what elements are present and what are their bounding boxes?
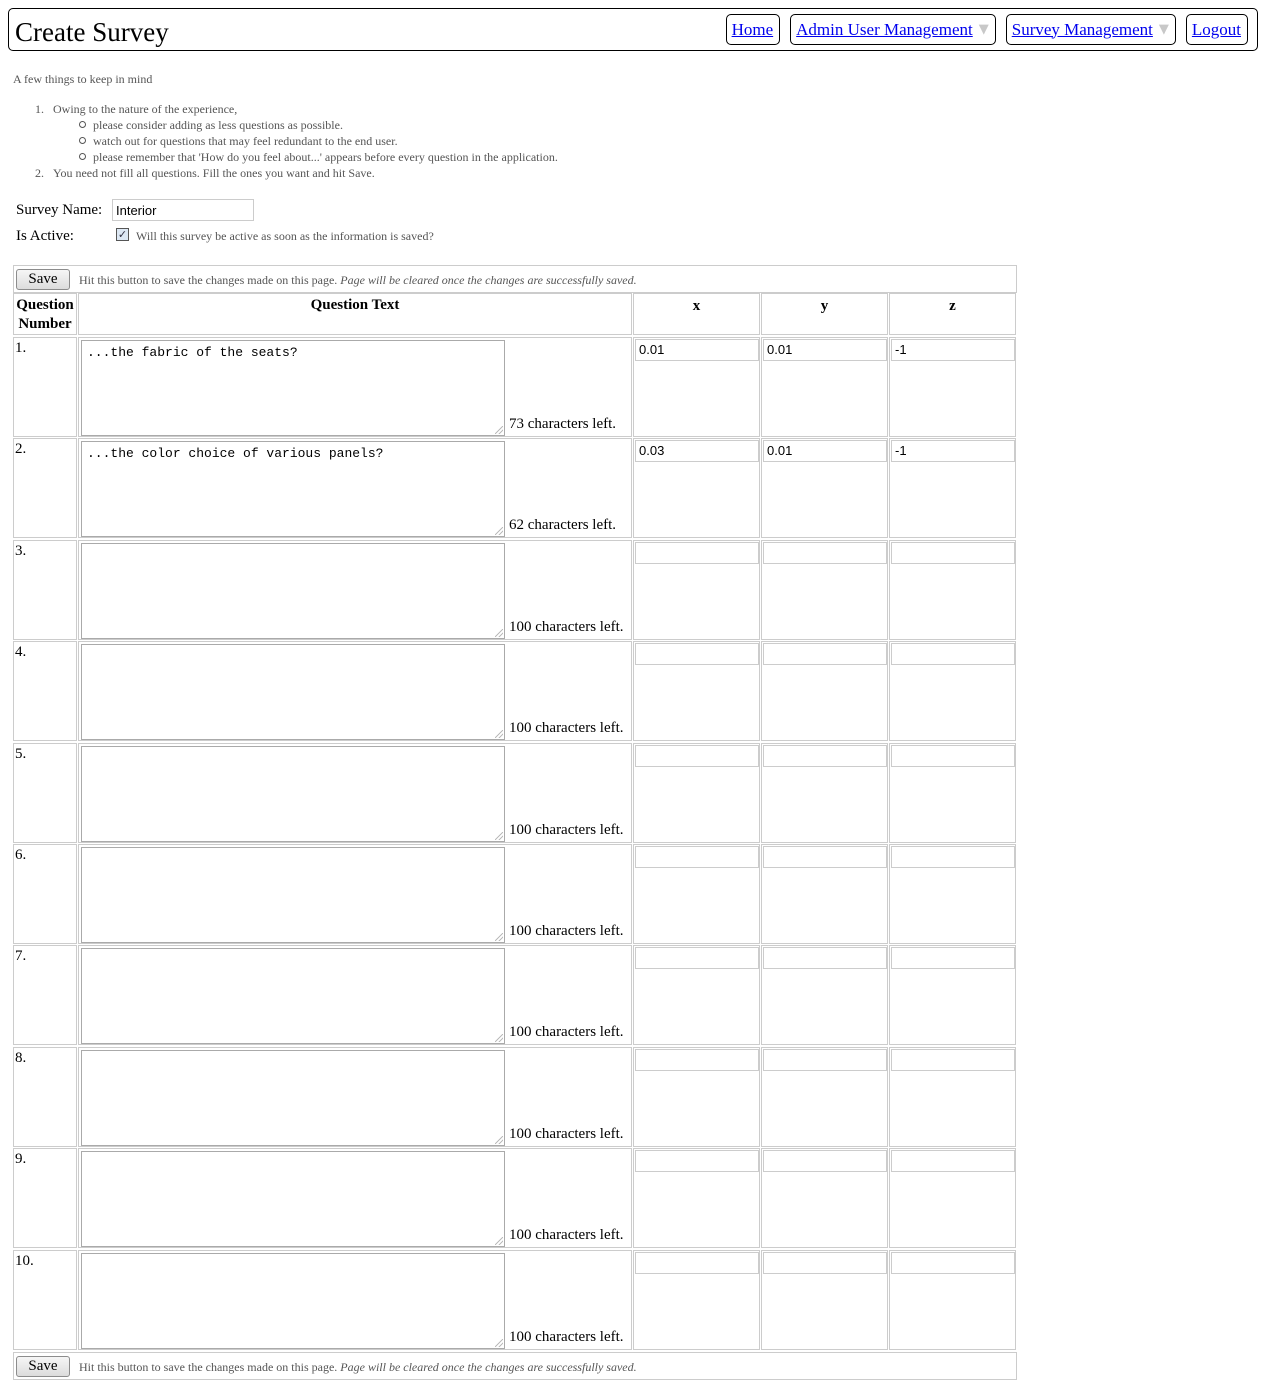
coord-y-input[interactable]: [763, 643, 887, 665]
coord-x-input[interactable]: [635, 1150, 759, 1172]
coord-x-cell: [633, 743, 760, 843]
coord-x-input[interactable]: 0.03: [635, 440, 759, 462]
question-number: 10.: [13, 1250, 77, 1350]
table-row: [13, 945, 1017, 1045]
resize-grip-icon[interactable]: [495, 730, 503, 738]
intro-subitem-text: watch out for questions that may feel redundant to the end user.: [93, 134, 398, 148]
coord-z-cell: [889, 1250, 1016, 1350]
bullet-icon: [79, 153, 86, 160]
table-row: [13, 1148, 1017, 1248]
coord-x-cell: [633, 1250, 760, 1350]
coord-z-cell: [889, 540, 1016, 640]
coord-z-cell: [889, 1047, 1016, 1147]
coord-y-cell: [761, 438, 888, 538]
save-help-text: [79, 273, 637, 288]
characters-left: 100 characters left.: [509, 720, 624, 736]
header-bar: [8, 8, 1258, 51]
table-row: [13, 1047, 1017, 1147]
intro-subitem: [13, 149, 813, 165]
checkmark-icon: ✓: [117, 228, 128, 241]
question-text-cell: [78, 641, 632, 741]
coord-y-cell: [761, 1148, 888, 1248]
main-nav: [716, 14, 1248, 45]
question-textarea[interactable]: ...the fabric of the seats?: [81, 340, 505, 436]
characters-left: 100 characters left.: [509, 1329, 624, 1345]
coord-z-input[interactable]: [891, 745, 1015, 767]
characters-left: 62 characters left.: [509, 517, 617, 533]
coord-y-input[interactable]: [763, 542, 887, 564]
save-help-main: Hit this button to save the changes made on this page.: [79, 273, 338, 287]
coord-x-cell: [633, 641, 760, 741]
intro-heading: A few things to keep in mind: [13, 72, 153, 86]
coord-z-cell: [889, 844, 1016, 944]
coord-y-cell: [761, 743, 888, 843]
coord-x-cell: [633, 1148, 760, 1248]
coord-x-input[interactable]: [635, 643, 759, 665]
coord-y-cell: [761, 540, 888, 640]
resize-grip-icon[interactable]: [495, 1237, 503, 1245]
save-button[interactable]: Save: [16, 269, 70, 290]
resize-grip-icon[interactable]: [495, 832, 503, 840]
intro-item-number: 2.: [35, 166, 44, 180]
intro-subitem-text: please remember that 'How do you feel about...' appears before every question in the application.: [93, 150, 558, 164]
textarea-grip-holder: [81, 847, 505, 943]
coord-y-input[interactable]: [763, 1252, 887, 1274]
characters-left: 73 characters left.: [509, 416, 617, 432]
characters-left: 100 characters left.: [509, 1227, 624, 1243]
coord-z-cell: [889, 337, 1016, 437]
coord-z-input[interactable]: [891, 1049, 1015, 1071]
save-help-note: Page will be cleared once the changes are successfully saved.: [340, 273, 637, 287]
coord-y-cell: [761, 641, 888, 741]
textarea-grip-holder: [81, 543, 505, 639]
survey-name-input[interactable]: [112, 199, 254, 221]
question-number: 8.: [13, 1047, 77, 1147]
bullet-icon: [79, 137, 86, 144]
intro-subitem: [13, 133, 813, 149]
textarea-grip-holder: [81, 1253, 505, 1349]
table-row: [13, 641, 1017, 741]
characters-left: 100 characters left.: [509, 1024, 624, 1040]
intro-item-number: 1.: [35, 102, 44, 116]
coord-x-cell: [633, 945, 760, 1045]
textarea-grip-holder: [81, 644, 505, 740]
coord-x-input[interactable]: [635, 1049, 759, 1071]
coord-z-input[interactable]: [891, 947, 1015, 969]
textarea-grip-holder: [81, 1050, 505, 1146]
nav-admin-user-management-link[interactable]: Admin User Management: [796, 19, 973, 39]
coord-x-input[interactable]: [635, 1252, 759, 1274]
bullet-icon: [79, 121, 86, 128]
page-title: Create Survey: [15, 17, 169, 47]
coord-z-cell: [889, 641, 1016, 741]
coord-z-cell: [889, 438, 1016, 538]
coord-z-cell: [889, 945, 1016, 1045]
intro-list: [13, 101, 813, 181]
question-textarea[interactable]: ...the color choice of various panels?: [81, 441, 505, 537]
nav-admin-user-management[interactable]: [790, 14, 996, 45]
is-active-label: Is Active:: [16, 228, 74, 244]
question-text-cell: [78, 945, 632, 1045]
question-text-cell: [78, 1250, 632, 1350]
resize-grip-icon[interactable]: [495, 629, 503, 637]
table-row: [13, 438, 1017, 538]
coord-y-cell: [761, 1250, 888, 1350]
resize-grip-icon[interactable]: [495, 426, 503, 434]
question-number: 3.: [13, 540, 77, 640]
header-question-text: Question Text: [78, 293, 632, 335]
characters-left: 100 characters left.: [509, 619, 624, 635]
coord-x-input[interactable]: [635, 846, 759, 868]
nav-home-link[interactable]: Home: [731, 19, 774, 39]
coord-z-input[interactable]: [891, 1150, 1015, 1172]
coord-z-input[interactable]: [891, 846, 1015, 868]
question-number: 1.: [13, 337, 77, 437]
dropdown-arrow-icon[interactable]: ▼: [1158, 22, 1169, 37]
question-text-cell: [78, 1148, 632, 1248]
coord-y-cell: [761, 337, 888, 437]
characters-left: 100 characters left.: [509, 1126, 624, 1142]
header-z: z: [889, 293, 1016, 335]
save-button[interactable]: Save: [16, 1356, 70, 1377]
resize-grip-icon[interactable]: [495, 933, 503, 941]
characters-left: 100 characters left.: [509, 923, 624, 939]
save-help-note: Page will be cleared once the changes are successfully saved.: [340, 1360, 637, 1374]
question-text-cell: [78, 1047, 632, 1147]
coord-x-input[interactable]: [635, 947, 759, 969]
textarea-grip-holder: [81, 746, 505, 842]
resize-grip-icon[interactable]: [495, 1034, 503, 1042]
question-text-cell: [78, 540, 632, 640]
is-active-checkbox[interactable]: [116, 228, 129, 241]
question-text-cell: [78, 844, 632, 944]
coord-y-input[interactable]: 0.01: [763, 339, 887, 361]
dropdown-arrow-icon[interactable]: ▼: [978, 22, 989, 37]
header-y: y: [761, 293, 888, 335]
intro-item-text: You need not fill all questions. Fill the ones you want and hit Save.: [53, 166, 375, 180]
coord-z-cell: [889, 1148, 1016, 1248]
coord-y-input[interactable]: [763, 1049, 887, 1071]
question-number: 4.: [13, 641, 77, 741]
nav-survey-management[interactable]: [1006, 14, 1176, 45]
coord-x-input[interactable]: [635, 542, 759, 564]
table-row: [13, 337, 1017, 437]
textarea-grip-holder: [81, 1151, 505, 1247]
coord-y-input[interactable]: [763, 846, 887, 868]
nav-home[interactable]: [726, 14, 781, 45]
coord-z-input[interactable]: [891, 1252, 1015, 1274]
intro-subitem: [13, 117, 813, 133]
coord-y-input[interactable]: [763, 745, 887, 767]
coord-x-input[interactable]: [635, 745, 759, 767]
textarea-grip-holder: [81, 441, 505, 537]
resize-grip-icon[interactable]: [495, 527, 503, 535]
coord-x-cell: [633, 438, 760, 538]
table-row: [13, 743, 1017, 843]
coord-x-input[interactable]: 0.01: [635, 339, 759, 361]
question-text-cell: [78, 337, 632, 437]
is-active-help: Will this survey be active as soon as the information is saved?: [136, 229, 434, 243]
intro-subitem-text: please consider adding as less questions as possible.: [93, 118, 343, 132]
question-number: 5.: [13, 743, 77, 843]
question-number: 9.: [13, 1148, 77, 1248]
question-number: 7.: [13, 945, 77, 1045]
question-text-cell: [78, 438, 632, 538]
coord-x-cell: [633, 1047, 760, 1147]
coord-z-input[interactable]: -1: [891, 339, 1015, 361]
coord-z-input[interactable]: [891, 542, 1015, 564]
characters-left: 100 characters left.: [509, 822, 624, 838]
resize-grip-icon[interactable]: [495, 1339, 503, 1347]
save-help-main: Hit this button to save the changes made on this page.: [79, 1360, 338, 1374]
table-row: [13, 844, 1017, 944]
table-row: [13, 540, 1017, 640]
coord-y-input[interactable]: 0.01: [763, 440, 887, 462]
save-bar-top: [13, 265, 1017, 293]
table-row: [13, 1250, 1017, 1350]
coord-y-cell: [761, 844, 888, 944]
textarea-grip-holder: [81, 340, 505, 436]
save-help-text: [79, 1360, 637, 1375]
coord-z-input[interactable]: [891, 643, 1015, 665]
coord-x-cell: [633, 844, 760, 944]
intro-item: [13, 101, 813, 117]
nav-logout-link[interactable]: Logout: [1191, 19, 1241, 39]
header-x: x: [633, 293, 760, 335]
coord-x-cell: [633, 337, 760, 437]
coord-y-cell: [761, 1047, 888, 1147]
coord-z-cell: [889, 743, 1016, 843]
coord-y-input[interactable]: [763, 1150, 887, 1172]
textarea-grip-holder: [81, 948, 505, 1044]
question-text-cell: [78, 743, 632, 843]
nav-logout[interactable]: [1186, 14, 1248, 45]
intro-item: [13, 165, 813, 181]
survey-name-label: Survey Name:: [16, 202, 103, 218]
question-number: 6.: [13, 844, 77, 944]
coord-x-cell: [633, 540, 760, 640]
intro-item-text: Owing to the nature of the experience,: [53, 102, 238, 116]
save-bar-bottom: [13, 1352, 1017, 1380]
coord-y-cell: [761, 945, 888, 1045]
header-question-number: Question Number: [13, 293, 77, 335]
coord-z-input[interactable]: -1: [891, 440, 1015, 462]
nav-survey-management-link[interactable]: Survey Management: [1011, 19, 1153, 39]
coord-y-input[interactable]: [763, 947, 887, 969]
resize-grip-icon[interactable]: [495, 1136, 503, 1144]
question-number: 2.: [13, 438, 77, 538]
